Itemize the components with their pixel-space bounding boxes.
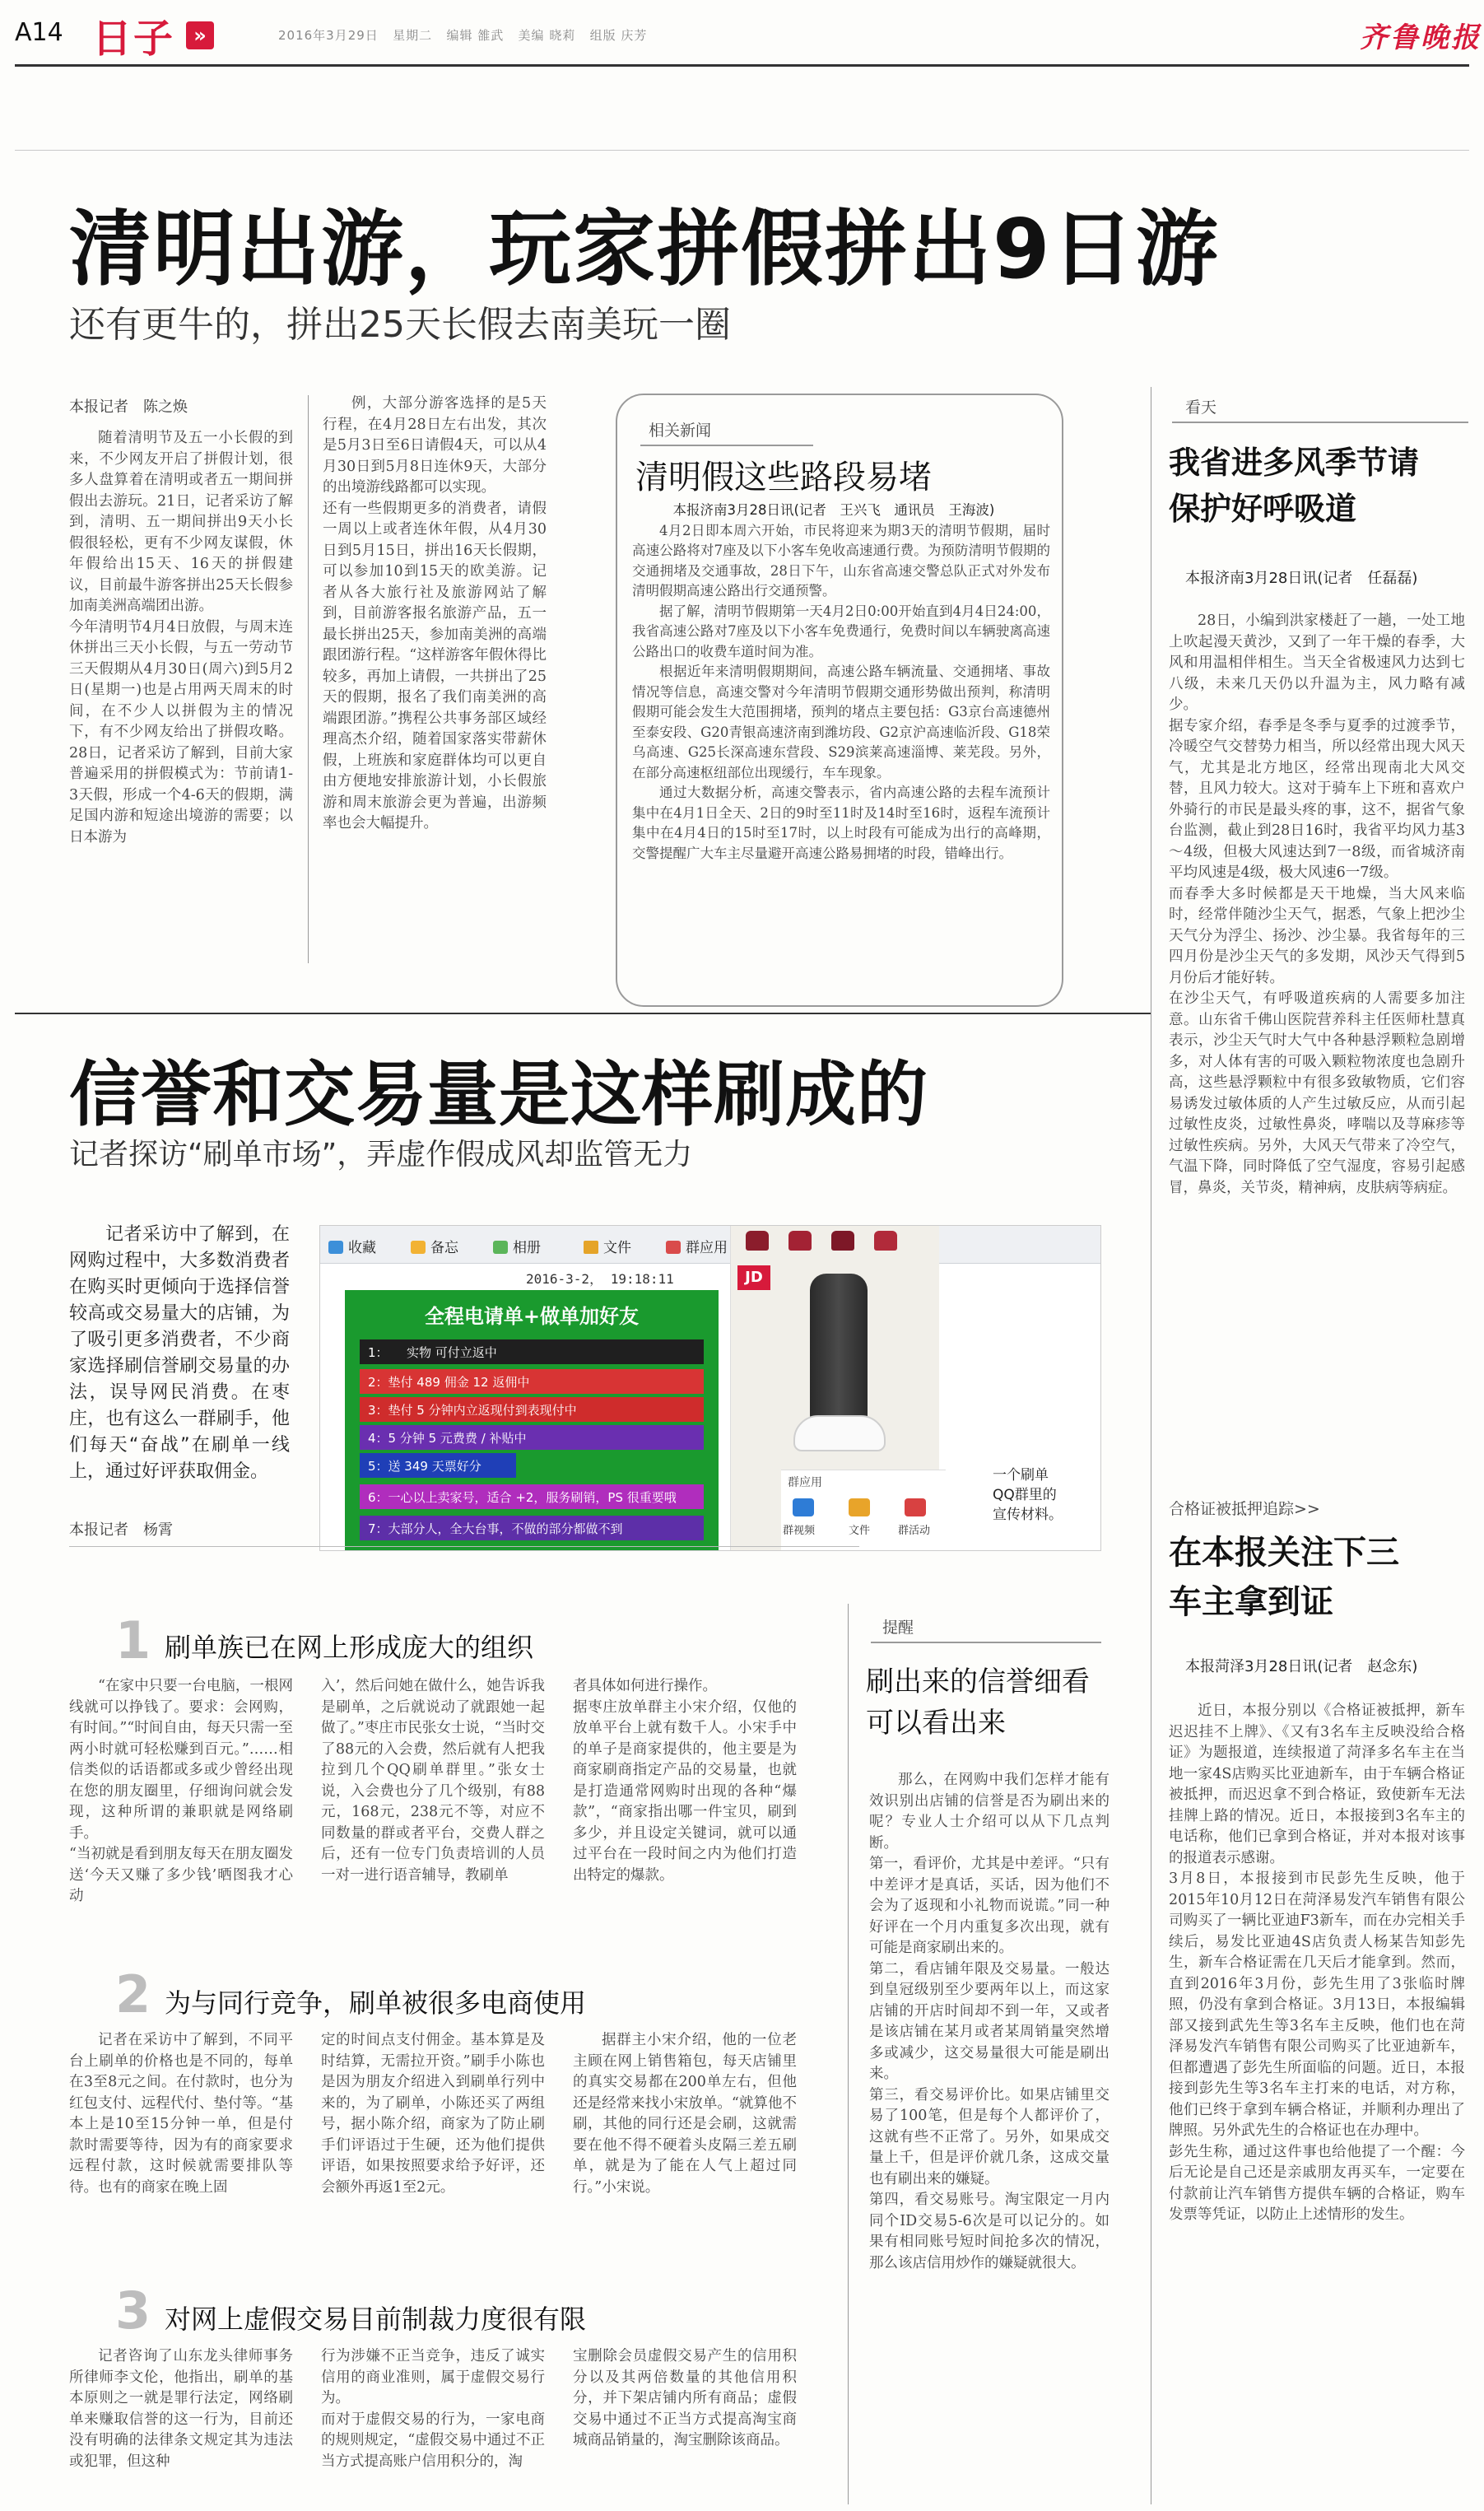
related-news-body	[632, 501, 1050, 864]
weather-tag-rule	[1172, 422, 1468, 423]
cert-headline: 在本报关注下三车主拿到证	[1169, 1534, 1399, 1621]
related-news-byline: 本报济南3月28日讯(记者 王兴飞 通讯员 王海波)	[672, 502, 995, 518]
header-date: 2016年3月29日	[278, 28, 379, 43]
story1-col-divider	[308, 395, 309, 963]
tips-tag: 提醒	[882, 1619, 914, 1637]
legs-image	[810, 1274, 868, 1422]
section3-number: 3	[115, 2280, 151, 2341]
story1-subheadline: 还有更牛的，拼出25天长假去南美玩一圈	[69, 304, 731, 346]
story1-byline: 本报记者 陈之焕	[69, 398, 188, 416]
ad-row: 7：大部分人，全大台事，不做的部分都做不到	[360, 1516, 704, 1540]
section-arrow-icon: »	[186, 21, 214, 49]
related-news-p4: 通过大数据分析，高速交警表示，省内高速公路的去程车流预计集中在4月1日全天、2日的9时至11时及14时至16时，返程车流预计集中在4月4日的15时至17时，以上时段有可能成为出行的高峰期，交警提醒广大车主尽量避开高速公路易拥堵的时段，错峰出行。	[632, 785, 1050, 861]
group-apps-label: 群应用	[788, 1476, 822, 1489]
tips-tag-rule	[871, 1642, 1101, 1643]
shoe-image	[793, 1415, 886, 1451]
ad-row: 1： 实物 可付立返中	[360, 1339, 704, 1364]
weather-headline: 我省进多风季节请保护好呼吸道	[1169, 445, 1420, 527]
group-apps-panel	[781, 1470, 946, 1551]
weather-body: 28日，小编到洪家楼赶了一趟，一处工地上吹起漫天黄沙，又到了一年干燥的春季，大风和用温相伴相生。当天全省极速风力达到七八级，未来几天仍以升温为主，风力略有减少。 据专家介绍，春季是冬季与夏季的过渡季节，冷暖空气交替势力相当，所以经常出现大风天气，尤其是北方地区，经常出现南北大风交替，且风力较大。这对于骑车上下班和喜欢户外骑行的市民是最头疼的事，这不，据省气象台监测，截止到28日16时，我省平均风力基3～4级，但极大风速达到7一8级，而省城济南平均风速是4级，极大风速6一7级。 而春季大多时候都是天干地燥，当大风来临时，经常伴随沙尘天气，据悉，气象上把沙尘天气分为浮尘、扬沙、沙尘暴。我省每年的三四月份是沙尘天气的多发期，风沙天气得到5月份后才能好转。 在沙尘天气，有呼吸道疾病的人需要多加注意。山东省千佛山医院营养科主任医师杜慧真表示，沙尘天气时大气中各种悬浮颗粒急剧增多，对人体有害的可吸入颗粒物浓度也急剧升高，这些悬浮颗粒中有很多致敏物质，它们容易诱发过敏体质的人产生过敏反应，从而引起过敏性皮炎，过敏性鼻炎，哮喘以及荨麻疹等过敏性疾病。另外，大风天气带来了冷空气，气温下降，同时降低了空气湿度，容易引起感冒，鼻炎，关节炎，精神病，皮肤病等病症。	[1169, 613, 1465, 1196]
jd-badge: JD	[737, 1265, 770, 1290]
related-news-title: 清明假这些路段易堵	[635, 459, 932, 496]
app-item-event: 群活动	[898, 1525, 931, 1537]
section2-title: 为与同行竞争，刷单被很多电商使用	[165, 1987, 587, 2019]
screenshot-caption: 一个刷单QQ群里的宣传材料。	[993, 1467, 1063, 1523]
story1-bottom-rule	[15, 1013, 1151, 1014]
newspaper-logo: 齐鲁晚报	[1360, 21, 1482, 54]
ad-row: 2：垫付 489 佣金 12 返佣中	[360, 1369, 704, 1394]
memo-icon	[411, 1241, 426, 1254]
weather-byline: 本报济南3月28日讯(记者 任磊磊)	[1185, 570, 1418, 587]
story2-subheadline: 记者探访“刷单市场”，弄虚作假成风却监管无力	[69, 1138, 693, 1172]
folder-icon	[584, 1241, 598, 1254]
tips-body: 那么，在网购中我们怎样才能有效识别出店铺的信誉是否为刷出来的呢？专业人士介绍可以从下几点判断。 第一，看评价，尤其是中差评。“只有中差评才是真话，买话，因为他们不会为了返现和小礼物而说谎。”同一种好评在一个月内重复多次出现，就有可能是商家刷出来的。 第二，看店铺年限及交易量。一般达到皇冠级别至少要两年以上，而这家店铺的开店时间却不到一年，又或者是该店铺在某月或者某周销量突然增多或减少，这交易量很大可能是刷出来。 第三，看交易评价比。如果店铺里交易了100笔，但是每个人都评价了，这就有些不正常了。另外，如果成交量上千，但是评价就几条，这成交量也有刷出来的嫌疑。 第四，看交易账号。淘宝限定一月内同个ID交易5-6次是可以记分的。如果有相同账号短时间抢多次的情况，那么该店信用炒作的嫌疑就很大。	[869, 1772, 1110, 2271]
ad-row: 5：送 349 天票好分	[360, 1453, 516, 1478]
section1-col1: “在家中只要一台电脑，一根网线就可以挣钱了。要求：会网购，有时间。”“时间自由，每天只需一至两小时就可轻松赚到百元。”……相信类似的话语都或多或少曾经出现在您的朋友圈里，仔细询问就会发现，这种所谓的兼职就是网络刷手。 “当初就是看到朋友每天在朋友圈发送‘今天又赚了多少钱’晒图我才心动	[69, 1678, 293, 1904]
header-meta	[278, 26, 647, 44]
app-item-video: 群视频	[783, 1525, 816, 1537]
story2-intro: 记者采访中了解到，在网购过程中，大多数消费者在购买时更倾向于选择信誉较高或交易量大的店铺，为了吸引更多消费者，不少商家选择刷信誉刷交易量的办法，误导网民消费。在枣庄，也有这么一群刷手，他们每天“奋战”在刷单一线上，通过好评获取佣金。	[69, 1224, 290, 1482]
bag-icon	[746, 1231, 769, 1251]
related-news-p3: 根据近年来清明假期期间，高速公路车辆流量、交通拥堵、事故情况等信息，高速交警对今年清明节假期交通形势做出预判，称清明假期可能会发生大范围拥堵，预判的堵点主要包括：G3京台高速德州至泰安段、G20青银高速济南到潍坊段、G2京沪高速临沂段、G18荣乌高速、G25长深高速东营段、S29滨莱高速淄博、莱芜段。另外，在部分高速枢纽部位出现缓行，车车现象。	[632, 664, 1050, 780]
video-icon	[793, 1498, 814, 1516]
tips-title: 刷出来的信誉细看可以看出来	[866, 1665, 1090, 1740]
ad-row: 4：5 分钟 5 元费费 / 补贴中	[360, 1425, 704, 1450]
toolbar-album: 相册	[493, 1236, 541, 1256]
album-icon	[493, 1241, 508, 1254]
bag-icon	[789, 1231, 812, 1251]
toolbar-apps: 群应用	[666, 1236, 728, 1256]
cert-byline: 本报菏泽3月28日讯(记者 赵念东)	[1185, 1658, 1418, 1675]
cert-body: 近日，本报分别以《合格证被抵押，新车迟迟挂不上牌》、《又有3名车主反映没给合格证》为题报道，连续报道了菏泽多名车主在当地一家4S店购买比亚迪新车，由于车辆合格证被抵押，而迟迟拿不到合格证，致使新车无法挂牌上路的情况。近日，本报接到3名车主的电话称，他们已拿到合格证，并对本报对该事的报道表示感谢。 3月8日，本报接到市民彭先生反映，他于2015年10月12日在菏泽易发汽车销售有限公司购买了一辆比亚迪F3新车，而在办完相关手续后，易发比亚迪4S店负责人杨某告知彭先生，新车合格证需在几天后才能拿到。然而，直到2016年3月份，彭先生用了3张临时牌照，仍没有拿到合格证。3月13日，本报编辑部又接到武先生等3名车主反映，他们也在菏泽易发汽车销售有限公司购买了比亚迪新车，但都遭遇了彭先生所面临的问题。近日，本报接到彭先生等3名车主打来的电话，对方称，他们已终于拿到车辆合格证，并顺利办理出了牌照。另外武先生的合格证也在办理中。 彭先生称，通过这件事也给他提了一个醒：今后无论是自己还是亲戚朋友再买车，一定要在付款前让汽车销售方提供车辆的合格证，购车发票等凭证，以防止上述情形的发生。	[1169, 1703, 1465, 2223]
section3-col2: 行为涉嫌不正当竞争，违反了诚实信用的商业准则，属于虚假交易行为。 而对于虚假交易的行为，一家电商的规则规定，“虚假交易中通过不正当方式提高账户信用积分的，淘	[321, 2348, 545, 2470]
ad-title: 全程电请单+做单加好友	[424, 1305, 640, 1328]
bag-icon	[831, 1231, 854, 1251]
section3-col3: 宝删除会员虚假交易产生的信用积分以及其两倍数量的其他信用积分，并下架店铺内所有商品；虚假交易中通过不正当方式提高淘宝商城商品销量的，淘宝删除该商品。	[573, 2348, 797, 2448]
header-thin-rule	[15, 150, 1469, 151]
header-weekday: 星期二	[393, 28, 433, 43]
section3-title: 对网上虚假交易目前制裁力度很有限	[165, 2304, 587, 2335]
qq-toolbar	[320, 1226, 1100, 1264]
section1-title: 刷单族已在网上形成庞大的组织	[165, 1632, 534, 1663]
weather-tag: 看天	[1185, 398, 1217, 417]
toolbar-memo: 备忘	[411, 1236, 458, 1256]
story2-section-rule	[69, 1546, 859, 1547]
story1-col1: 随着清明节及五一小长假的到来，不少网友开启了拼假计划，很多人盘算着在清明或者五一期间拼假出去游玩。21日，记者采访了解到，清明、五一期间拼出9天小长假很轻松，更有不少网友谋假，休年假给出15天、16天的拼假建议，目前最牛游客拼出25天长假参加南美洲高端团出游。 今年清明节4月4日放假，与周末连休拼出三天小长假，与五一劳动节三天假期从4月30日(周六)到5月2日(星期一)也是占用两天周末的时间，在不少人以拼假为主的情况下，有不少网友给出了拼假攻略。28日，记者采访了解到，目前大家普遍采用的拼假模式为：节前请1-3天假，形成一个4-6天的假期，满足国内游和短途出境游的需要；以日本游为	[69, 430, 293, 846]
related-news-tag-rule	[640, 445, 813, 446]
app-item-file: 文件	[849, 1525, 871, 1537]
header-editor: 编辑 雒武	[446, 28, 505, 43]
ad-row: 3：垫付 5 分钟内立返现付到表现付中	[360, 1397, 704, 1422]
toolbar-collect: 收藏	[328, 1236, 376, 1256]
section1-col2: 入’，然后问她在做什么，她告诉我是刷单，之后就说动了就跟她一起做了。”枣庄市民张女士说，“当时交了88元的入会费，然后就有人把我拉到几个QQ刷单群里。”张女士说，入会费也分了几个级别，有88元，168元，238元不等，对应不同数量的群或者平台，交费人群之后，还有一位专门负责培训的人员一对一进行语音辅导，教刷单	[321, 1678, 545, 1884]
section1-number: 1	[115, 1610, 151, 1670]
event-icon	[905, 1498, 926, 1516]
qq-group-screenshot	[319, 1225, 1101, 1551]
related-news-tag: 相关新闻	[649, 422, 712, 440]
page-code: A14	[15, 18, 63, 47]
ad-panel	[345, 1290, 719, 1551]
section2-col3: 据群主小宋介绍，他的一位老主顾在网上销售箱包，每天店铺里的真实交易都在200单左右，但他还是经常来找小宋放单。“就算他不刷，其他的同行还是会刷，这就需要在他不得不硬着头皮隔三差五刷单，就是为了能在人气上超过同行。”小宋说。	[573, 2032, 797, 2196]
file-icon	[849, 1498, 870, 1516]
section2-col1: 记者在采访中了解到，不同平台上刷单的价格也是不同的，每单在3至8元之间。在付款时，也分为红包支付、远程代付、垫付等。“基本上是10至15分钟一单，但是付款时需要等待，因为有的商家要求远程付款，这时候就需要排队等待。也有的商家在晚上固	[69, 2032, 293, 2196]
ad-row: 6：一心以上卖家号，适合 +2，服务刷销，PS 很重要哦	[360, 1484, 704, 1509]
header-rule	[15, 64, 1469, 67]
story2-byline: 本报记者 杨霄	[69, 1521, 173, 1539]
header-designer: 美编 晓莉	[518, 28, 576, 43]
collect-icon	[328, 1241, 343, 1254]
section2-col2: 定的时间点支付佣金。基本算是及时结算，无需拉开资。”刷手小陈也是因为朋友介绍进入到刷单行列中来的，为了刷单，小陈还买了两组号，据小陈介绍，商家为了防止刷手们评语过于生硬，还为他们提供评语，如果按照要求给予好评，还会额外再返1至2元。	[321, 2032, 545, 2196]
section-title: 日子	[92, 16, 175, 62]
story1-col2: 例，大部分游客选择的是5天行程，在4月28日左右出发，其次是5月3日至6日请假4天，可以从4月30日到5月8日连休9天，大部分的出境游线路都可以实现。 还有一些假期更多的消费者，请假一周以上或者连休年假，从4月30日到5月15日，拼出16天长假期，可以参加10到15天的欧美游。记者从各大旅行社及旅游网站了解到，目前游客报名旅游产品，五一最长拼出25天，参加南美洲的高端跟团游行程。“这样游客年假休得比较多，再加上请假，一共拼出了25天的假期，报名了我们南美洲的高端跟团游。”携程公共事务部区域经理高杰介绍，随着国家落实带薪休假，上班族和家庭群体均可以更自由方便地安排旅游计划，小长假旅游和周末旅游会更为普遍，出游频率也会大幅提升。	[323, 395, 547, 832]
story2-headline: 信誉和交易量是这样刷成的	[69, 1054, 928, 1136]
toolbar-file: 文件	[584, 1236, 631, 1256]
section1-col3: 者具体如何进行操作。 据枣庄放单群主小宋介绍，仅他的放单平台上就有数千人。小宋手中的单子是商家提供的，他主要是为商家刷商指定产品的交易量，也就是打造通常网购时出现的各种“爆款”，“商家指出哪一件宝贝，刷到多少，并且设定关键词，就可以通过平台在一段时间之内为他们打造出特定的爆款。	[573, 1678, 797, 1884]
related-news-p1: 4月2日即本周六开始，市民将迎来为期3天的清明节假期，届时高速公路将对7座及以下小客车免收高速通行费。为预防清明节假期的交通拥堵及交通事故，28日下午，山东省高速交警总队正式对外发布清明假期高速公路出行交通预警。	[632, 522, 1050, 599]
bag-icon	[874, 1231, 897, 1251]
section2-number: 2	[115, 1964, 151, 2024]
tips-divider	[848, 1604, 849, 2504]
story1-headline: 清明出游，玩家拼假拼出9日游	[69, 201, 1220, 297]
apps-icon	[666, 1241, 681, 1254]
header-proof: 组版 庆芳	[589, 28, 648, 43]
related-news-p2: 据了解，清明节假期第一天4月2日0:00开始直到4月4日24:00，我省高速公路对7座及以下小客车免费通行，免费时间以车辆驶离高速公路出口的收费车道时间为准。	[632, 603, 1050, 659]
cert-tag: 合格证被抵押追踪>>	[1169, 1500, 1320, 1518]
section3-col1: 记者咨询了山东龙头律师事务所律师李文伦，他指出，刷单的基本原则之一就是罪行法定，网络刷单来赚取信誉的这一行为，目前还没有明确的法律条文规定其为违法或犯罪，但这种	[69, 2348, 293, 2470]
chat-timestamp: 2016-3-2， 19:18:11	[526, 1271, 674, 1287]
